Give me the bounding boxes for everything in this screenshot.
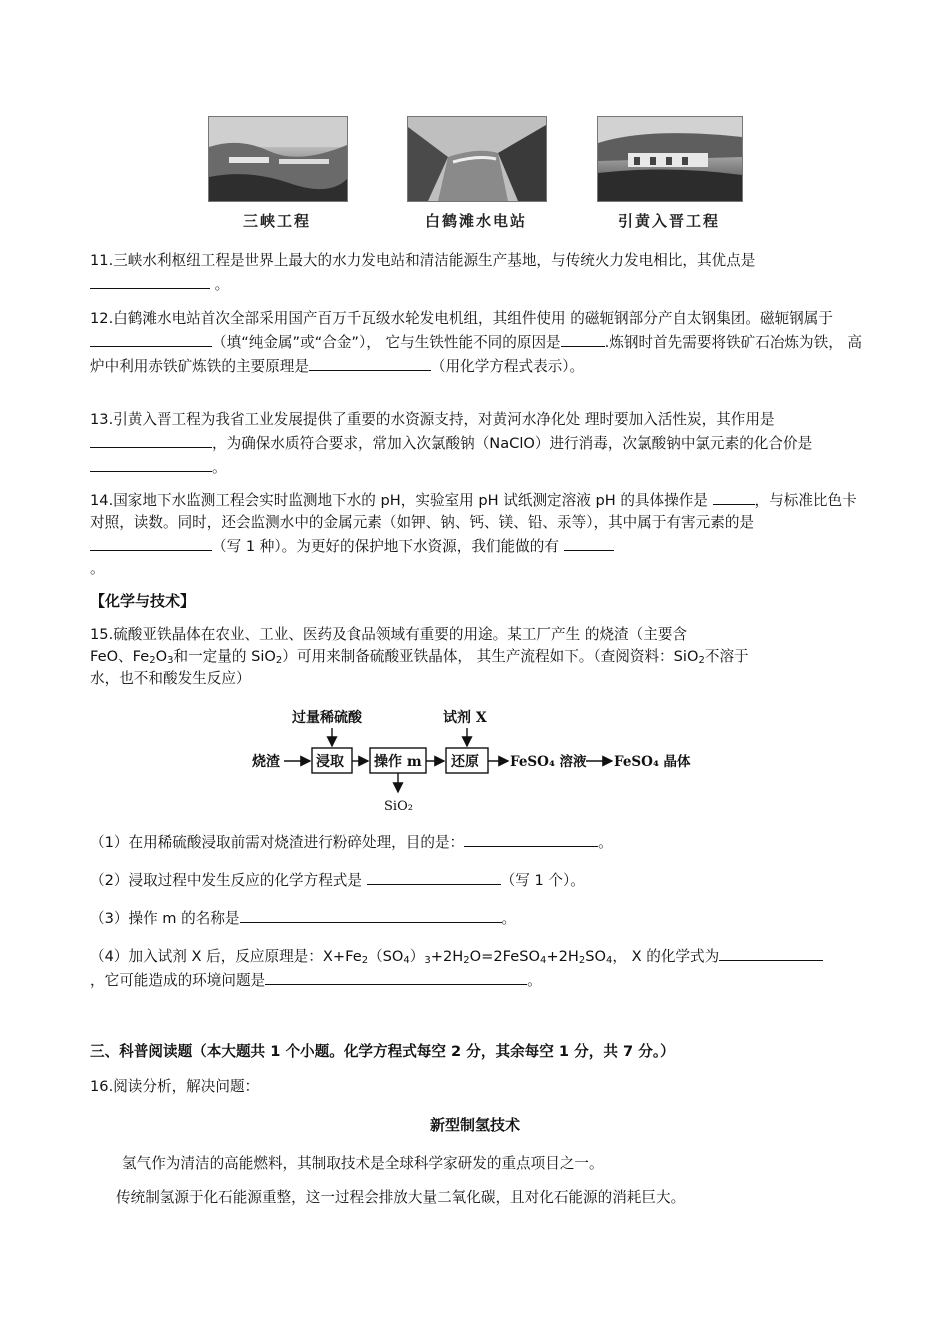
section-chem-tech: 【化学与技术】 (90, 592, 196, 610)
answer-blank-12c[interactable] (309, 354, 431, 371)
answer-blank-12a[interactable] (90, 330, 212, 347)
answer-blank-13a[interactable] (90, 431, 212, 448)
caption-yellow-river: 引黄入晋工程 (617, 212, 720, 230)
question-15-1: （1）在用稀硫酸浸取前需对烧渣进行粉碎处理，目的是： 。 (90, 830, 866, 854)
flow-box-operation-label: 操作 m (374, 754, 422, 770)
baihetan-photo (407, 116, 547, 202)
flow-product-crystal: FeSO₄ 晶体 (614, 754, 691, 770)
answer-blank-15-4a[interactable] (719, 944, 823, 961)
question-13: 13.引黄入晋工程为我省工业发展提供了重要的水资源支持，对黄河水净化处 理时要加入活性炭，其作用是，为确保水质符合要求，常加入次氯酸钠（NaClO）进行消毒，次氯酸钠中氯元素的化合价是。 (90, 411, 813, 476)
flow-box-reduce-label: 还原 (451, 754, 479, 770)
article-paragraph-1: 氢气作为清洁的高能燃料，其制取技术是全球科学家研发的重点项目之一。 (122, 1155, 604, 1172)
answer-blank-11[interactable] (90, 272, 210, 289)
answer-blank-15-2[interactable] (367, 868, 501, 885)
yellow-river-photo (597, 116, 743, 202)
flow-input-reagent: 试剂 X (443, 710, 487, 726)
flow-product-solution: FeSO₄ 溶液 (510, 754, 587, 770)
flow-input-acid: 过量稀硫酸 (292, 710, 362, 726)
question-15-4: （4）加入试剂 X 后，反应原理是：$X+Fe_2(SO_4)_3+2H_2O=2FeSO_4+2H_2SO_4$， X 的化学式为 ，它可能造成的环境问题是 。 (90, 944, 866, 992)
flow-start-slag: 烧渣 (252, 754, 280, 770)
article-paragraph-2: 传统制氢源于化石能源重整，这一过程会排放大量二氧化碳，且对化石能源的消耗巨大。 (116, 1189, 686, 1206)
question-11: 11.三峡水利枢纽工程是世界上最大的水力发电站和清洁能源生产基地，与传统火力发电相比，其优点是 。 (90, 252, 756, 293)
answer-blank-15-4b[interactable] (265, 968, 527, 985)
process-flow-diagram (250, 706, 700, 816)
question-12: 12.白鹤滩水电站首次全部采用国产百万千瓦级水轮发电机组，其组件使用 的磁轭钢部分产自太钢集团。磁轭钢属于（填“纯金属”或“合金”）， 它与生铁性能不同的原因是 .炼钢时首先需要将铁矿石冶炼为铁， 高炉中利用赤铁矿炼铁的主要原理是 （用化学方程式表示）。 (90, 310, 863, 375)
section-3-heading: 三、科普阅读题（本大题共 1 个小题。化学方程式每空 2 分，其余每空 1 分，共 7 分。） (90, 1043, 675, 1060)
answer-blank-14b[interactable] (90, 534, 212, 551)
flow-byproduct-sio2: SiO₂ (384, 799, 413, 814)
question-15: 15.硫酸亚铁晶体在农业、工业、医药及食品领域有重要的用途。某工厂产生 的烧渣（主要含 FeO、$Fe_2O_3$和一定量的 SiO$_2$）可用来制备硫酸亚铁晶体， 其生产流程如下。（查阅资料：SiO$_2$不溶于 水，也不和酸发生反应） (90, 626, 749, 687)
answer-blank-15-3[interactable] (240, 906, 502, 923)
question-14: 14.国家地下水监测工程会实时监测地下水的 pH，实验室用 pH 试纸测定溶液 pH 的具体操作是 ，与标准比色卡对照，读数。同时，还会监测水中的金属元素（如钾、钠、钙、镁、铅、汞等），其中属于有害元素的是（写 1 种）。为更好的保护地下水资源，我们能做的有 。 (90, 488, 866, 580)
flow-box-leach-label: 浸取 (316, 754, 344, 770)
caption-baihetan: 白鹤滩水电站 (424, 212, 527, 230)
answer-blank-12b[interactable] (561, 330, 605, 347)
caption-three-gorges: 三峡工程 (242, 212, 311, 230)
question-15-2: （2）浸取过程中发生反应的化学方程式是 （写 1 个）。 (90, 868, 866, 892)
answer-blank-14a[interactable] (713, 488, 755, 505)
answer-blank-15-1[interactable] (464, 830, 598, 847)
question-16: 16.阅读分析，解决问题： (90, 1078, 260, 1095)
answer-blank-13b[interactable] (90, 455, 212, 472)
question-15-3: （3）操作 m 的名称是 。 (90, 906, 866, 930)
answer-blank-14c[interactable] (564, 534, 614, 551)
article-title: 新型制氢技术 (429, 1116, 520, 1134)
three-gorges-photo (208, 116, 348, 202)
